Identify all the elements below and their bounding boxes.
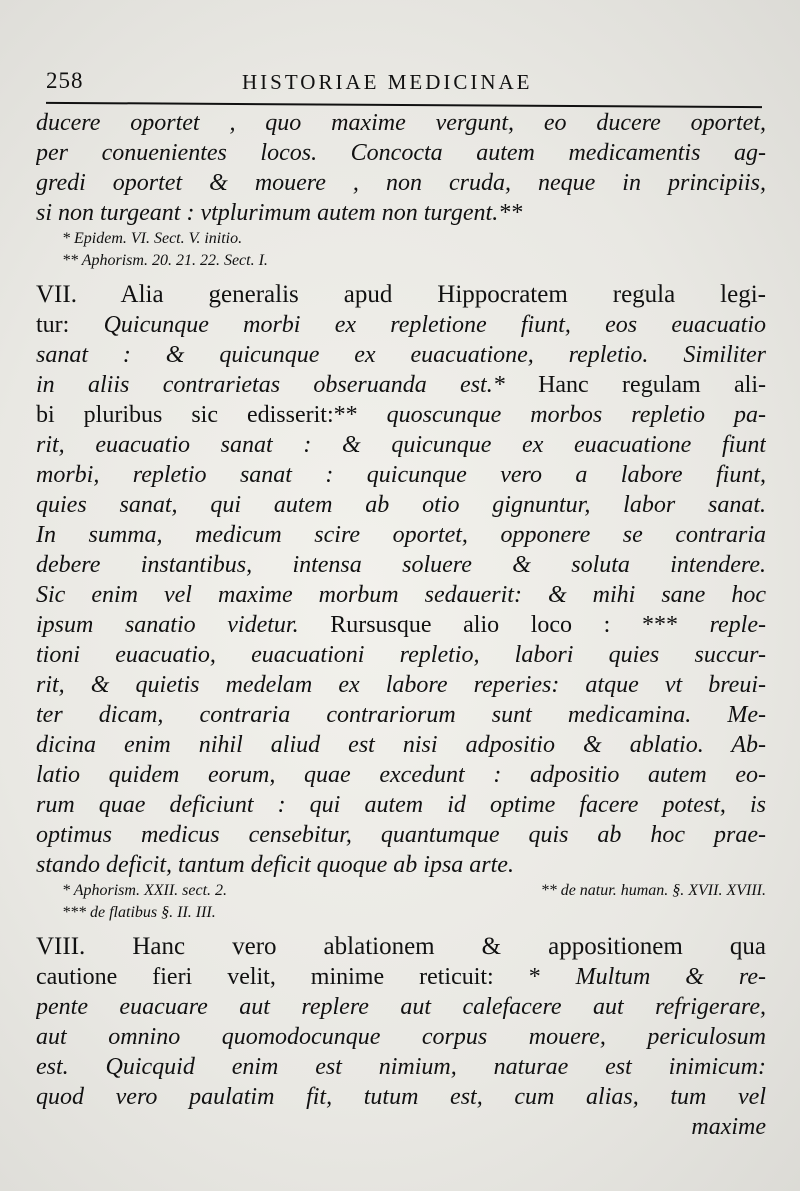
text-line: bi pluribus sic edisserit:** quoscunque morbos repletio pa- [36, 402, 766, 428]
text-line: ipsum sanatio videtur. Rursusque alio loco : *** reple- [36, 612, 766, 638]
text-line: est. Quicquid enim est nimium, naturae est inimicum: [36, 1054, 766, 1080]
page-number: 258 [46, 68, 84, 93]
catchword: maxime [691, 1114, 766, 1140]
text-line: cautione fieri velit, minime reticuit: * Multum & re- [36, 964, 766, 990]
text-line: quies sanat, qui autem ab otio gignuntur, labor sanat. [36, 492, 766, 518]
text-line: per conuenientes locos. Concocta autem medicamentis ag- [36, 140, 766, 166]
text-line: in aliis contrarietas obseruanda est.* Hanc regulam ali- [36, 372, 766, 398]
paragraph-vii-start: VII. Alia generalis apud Hippocratem regula legi- [36, 281, 766, 308]
text-line: rit, euacuatio sanat : & quicunque ex euacuatione fiunt [36, 432, 766, 458]
text-line: optimus medicus censebitur, quantumque quis ab hoc prae- [36, 822, 766, 848]
text-line: rit, & quietis medelam ex labore reperies: atque vt breui- [36, 672, 766, 698]
footnote: ** Aphorism. 20. 21. 22. Sect. I. [62, 252, 268, 269]
footnote-row [36, 880, 766, 902]
text-line: latio quidem eorum, quae excedunt : adpositio autem eo- [36, 762, 766, 788]
running-title: HISTORIAE MEDICINAE [242, 70, 533, 94]
text-line: pente euacuare aut replere aut calefacere aut refrigerare, [36, 994, 766, 1020]
text-line: aut omnino quomodocunque corpus mouere, periculosum [36, 1024, 766, 1050]
body-text [36, 108, 766, 1142]
text-line: sanat : & quicunque ex euacuatione, repletio. Similiter [36, 342, 766, 368]
footnote: * Epidem. VI. Sect. V. initio. [62, 230, 243, 247]
text-line: ter dicam, contraria contrariorum sunt medicamina. Me- [36, 702, 766, 728]
text-line: stando deficit, tantum deficit quoque ab ipsa arte. [36, 852, 514, 878]
text-line: dicina enim nihil aliud est nisi adpositio & ablatio. Ab- [36, 732, 766, 758]
paragraph-viii-start: VIII. Hanc vero ablationem & appositionem qua [36, 933, 766, 960]
text-line: quod vero paulatim fit, tutum est, cum alias, tum vel [36, 1084, 766, 1110]
text-line: ducere oportet , quo maxime vergunt, eo ducere oportet, [36, 110, 766, 136]
text-line: debere instantibus, intensa soluere & soluta intendere. [36, 552, 766, 578]
footnote: *** de flatibus §. II. III. [62, 904, 216, 921]
footnote: ** de natur. human. §. XVII. XVIII. [540, 882, 766, 899]
text-line: tioni euacuatio, euacuationi repletio, labori quies succur- [36, 642, 766, 668]
text-line: rum quae deficiunt : qui autem id optime facere potest, is [36, 792, 766, 818]
text-line: morbi, repletio sanat : quicunque vero a labore fiunt, [36, 462, 766, 488]
text-line: tur: Quicunque morbi ex repletione fiunt, eos euacuatio [36, 312, 766, 338]
text-line: si non turgeant : vtplurimum autem non turgent.** [36, 200, 523, 226]
footnote: * Aphorism. XXII. sect. 2. [62, 882, 228, 899]
running-head [42, 68, 762, 102]
text-line: In summa, medicum scire oportet, opponere se contraria [36, 522, 766, 548]
text-line: gredi oportet & mouere , non cruda, neque in principiis, [36, 170, 766, 196]
text-line: Sic enim vel maxime morbum sedauerit: & mihi sane hoc [36, 582, 766, 608]
